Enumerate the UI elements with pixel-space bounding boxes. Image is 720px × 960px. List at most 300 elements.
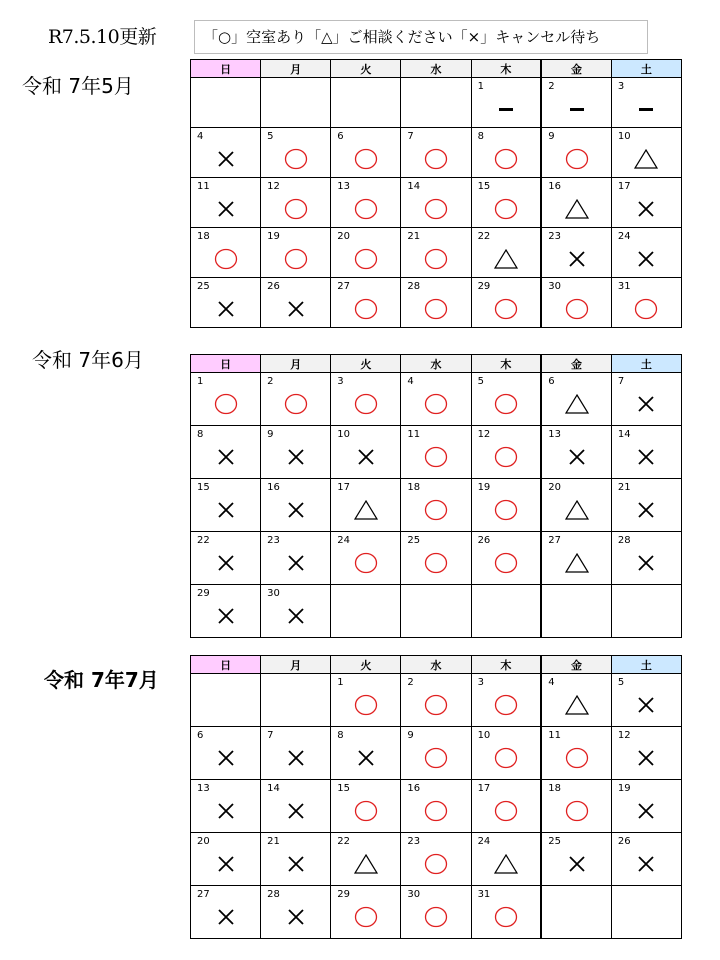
availability-mark — [401, 498, 470, 522]
calendar-day-cell — [611, 228, 681, 278]
day-number: 15 — [197, 482, 210, 493]
calendar-day-cell — [191, 886, 261, 939]
calendar-empty-cell — [541, 886, 611, 939]
consult-triangle-icon — [493, 247, 519, 271]
waitlist-cross-icon — [213, 297, 239, 321]
calendar-day-cell — [471, 833, 541, 886]
calendar-day-cell — [541, 780, 611, 833]
availability-mark — [331, 746, 400, 770]
calendar-week-row — [191, 228, 682, 278]
waitlist-cross-icon — [283, 799, 309, 823]
calendar-day-cell — [191, 426, 261, 479]
day-number: 13 — [548, 429, 561, 440]
consult-triangle-icon — [633, 147, 659, 171]
available-circle-icon — [564, 746, 590, 770]
availability-mark — [472, 97, 541, 121]
closed-dash-icon — [564, 97, 590, 121]
available-circle-icon — [564, 297, 590, 321]
availability-mark — [261, 551, 330, 575]
waitlist-cross-icon — [283, 746, 309, 770]
availability-mark — [261, 746, 330, 770]
calendar-day-cell — [471, 78, 541, 128]
waitlist-cross-icon — [564, 445, 590, 469]
weekday-header: 土 — [611, 60, 681, 78]
waitlist-cross-icon — [213, 746, 239, 770]
calendar-day-cell — [191, 833, 261, 886]
calendar-week-row — [191, 128, 682, 178]
weekday-header: 金 — [541, 355, 611, 373]
calendar-day-cell — [261, 278, 331, 328]
calendar-week-row — [191, 532, 682, 585]
calendar-week-row — [191, 585, 682, 638]
availability-mark — [401, 392, 470, 416]
consult-triangle-icon — [353, 498, 379, 522]
calendar-day-cell — [471, 426, 541, 479]
calendar-week-row — [191, 426, 682, 479]
available-circle-icon — [353, 693, 379, 717]
calendar-day-cell — [261, 479, 331, 532]
available-circle-icon — [493, 147, 519, 171]
calendar-day-cell — [261, 727, 331, 780]
calendar-day-cell — [191, 178, 261, 228]
availability-mark — [612, 147, 681, 171]
availability-mark — [472, 551, 541, 575]
availability-mark — [261, 392, 330, 416]
available-circle-icon — [353, 147, 379, 171]
calendar-day-cell — [261, 426, 331, 479]
available-circle-icon — [353, 392, 379, 416]
day-number: 11 — [197, 181, 210, 192]
day-number: 10 — [617, 131, 631, 142]
available-circle-icon — [283, 392, 309, 416]
available-circle-icon — [423, 445, 449, 469]
day-number: 18 — [548, 783, 561, 794]
weekday-header: 木 — [471, 355, 541, 373]
month-title-may: 令和 7年5月 — [22, 74, 134, 98]
weekday-header-row — [191, 355, 682, 373]
availability-mark — [191, 551, 260, 575]
calendar-day-cell — [541, 278, 611, 328]
day-number: 22 — [337, 836, 351, 847]
availability-mark — [261, 147, 330, 171]
calendar-day-cell — [471, 228, 541, 278]
availability-mark — [542, 445, 611, 469]
weekday-header-row — [191, 60, 682, 78]
availability-mark — [331, 247, 400, 271]
waitlist-cross-icon — [633, 197, 659, 221]
day-number: 12 — [267, 181, 280, 192]
consult-triangle-icon — [564, 551, 590, 575]
calendar-day-cell — [261, 585, 331, 638]
weekday-header: 金 — [541, 60, 611, 78]
day-number: 4 — [197, 131, 204, 142]
calendar-day-cell — [401, 228, 471, 278]
day-number: 28 — [407, 281, 421, 292]
availability-mark — [261, 297, 330, 321]
calendar-july — [190, 655, 682, 939]
availability-mark — [191, 799, 260, 823]
calendar-week-row — [191, 674, 682, 727]
day-number: 5 — [477, 376, 484, 387]
day-number: 25 — [197, 281, 210, 292]
calendar-day-cell — [261, 128, 331, 178]
available-circle-icon — [423, 498, 449, 522]
day-number: 16 — [548, 181, 561, 192]
day-number: 3 — [337, 376, 344, 387]
calendar-day-cell — [191, 727, 261, 780]
calendar-day-cell — [541, 833, 611, 886]
availability-mark — [191, 852, 260, 876]
calendar-day-cell — [331, 178, 401, 228]
day-number: 25 — [407, 535, 421, 546]
calendar-day-cell — [541, 727, 611, 780]
calendar-week-row — [191, 780, 682, 833]
day-number: 21 — [407, 231, 421, 242]
calendar-day-cell — [541, 178, 611, 228]
availability-mark — [542, 197, 611, 221]
calendar-day-cell — [191, 228, 261, 278]
day-number: 27 — [197, 889, 210, 900]
waitlist-cross-icon — [283, 445, 309, 469]
calendar-day-cell — [541, 479, 611, 532]
day-number: 23 — [548, 231, 561, 242]
waitlist-cross-icon — [213, 905, 239, 929]
calendar-week-row — [191, 479, 682, 532]
available-circle-icon — [493, 799, 519, 823]
availability-mark — [542, 247, 611, 271]
available-circle-icon — [423, 297, 449, 321]
weekday-header: 木 — [471, 656, 541, 674]
calendar-empty-cell — [331, 78, 401, 128]
availability-mark — [191, 445, 260, 469]
waitlist-cross-icon — [633, 392, 659, 416]
availability-mark — [331, 445, 400, 469]
availability-mark — [261, 604, 330, 628]
calendar-empty-cell — [611, 585, 681, 638]
availability-mark — [472, 905, 541, 929]
calendar-day-cell — [331, 833, 401, 886]
available-circle-icon — [493, 905, 519, 929]
calendar-empty-cell — [401, 585, 471, 638]
day-number: 20 — [197, 836, 210, 847]
day-number: 27 — [337, 281, 351, 292]
availability-mark — [261, 799, 330, 823]
availability-mark — [331, 392, 400, 416]
waitlist-cross-icon — [283, 297, 309, 321]
day-number: 3 — [477, 677, 484, 688]
availability-mark — [401, 799, 470, 823]
availability-mark — [612, 693, 681, 717]
available-circle-icon — [423, 551, 449, 575]
calendar-day-cell — [401, 780, 471, 833]
waitlist-cross-icon — [213, 445, 239, 469]
calendar-week-row — [191, 178, 682, 228]
availability-mark — [542, 147, 611, 171]
calendar-day-cell — [471, 780, 541, 833]
calendar-empty-cell — [541, 585, 611, 638]
month-title-june: 令和 7年6月 — [32, 348, 144, 372]
calendar-day-cell — [401, 278, 471, 328]
available-circle-icon — [564, 799, 590, 823]
day-number: 23 — [407, 836, 421, 847]
day-number: 21 — [617, 482, 631, 493]
availability-mark — [401, 905, 470, 929]
calendar-day-cell — [191, 278, 261, 328]
day-number: 14 — [267, 783, 280, 794]
calendar-day-cell — [401, 178, 471, 228]
day-number: 1 — [197, 376, 204, 387]
calendar-day-cell — [611, 128, 681, 178]
calendar-day-cell — [611, 532, 681, 585]
calendar-day-cell — [611, 780, 681, 833]
weekday-header: 月 — [261, 60, 331, 78]
availability-mark — [472, 852, 541, 876]
available-circle-icon — [423, 693, 449, 717]
availability-mark — [191, 297, 260, 321]
weekday-header: 火 — [331, 656, 401, 674]
day-number: 8 — [197, 429, 204, 440]
available-circle-icon — [493, 551, 519, 575]
day-number: 15 — [337, 783, 351, 794]
availability-mark — [261, 247, 330, 271]
weekday-header: 日 — [191, 355, 261, 373]
day-number: 21 — [267, 836, 280, 847]
day-number: 14 — [617, 429, 631, 440]
availability-mark — [612, 799, 681, 823]
consult-triangle-icon — [564, 197, 590, 221]
availability-mark — [612, 97, 681, 121]
day-number: 5 — [617, 677, 625, 688]
available-circle-icon — [423, 852, 449, 876]
day-number: 4 — [548, 677, 555, 688]
day-number: 13 — [197, 783, 210, 794]
calendar-day-cell — [541, 426, 611, 479]
calendar-day-cell — [611, 178, 681, 228]
day-number: 13 — [337, 181, 351, 192]
consult-triangle-icon — [564, 498, 590, 522]
availability-mark — [472, 445, 541, 469]
day-number: 29 — [197, 588, 210, 599]
available-circle-icon — [423, 392, 449, 416]
available-circle-icon — [353, 247, 379, 271]
availability-mark — [261, 852, 330, 876]
day-number: 11 — [548, 730, 561, 741]
available-circle-icon — [633, 297, 659, 321]
availability-mark — [472, 247, 541, 271]
calendar-day-cell — [331, 886, 401, 939]
available-circle-icon — [493, 297, 519, 321]
calendar-day-cell — [191, 585, 261, 638]
day-number: 7 — [617, 376, 625, 387]
day-number: 6 — [197, 730, 204, 741]
consult-triangle-icon — [353, 852, 379, 876]
day-number: 24 — [477, 836, 491, 847]
waitlist-cross-icon — [353, 445, 379, 469]
availability-mark — [542, 297, 611, 321]
day-number: 12 — [477, 429, 491, 440]
day-number: 10 — [477, 730, 491, 741]
day-number: 30 — [407, 889, 421, 900]
calendar-day-cell — [471, 128, 541, 178]
calendar-day-cell — [401, 373, 471, 426]
day-number: 27 — [548, 535, 561, 546]
availability-mark — [612, 746, 681, 770]
calendar-day-cell — [541, 532, 611, 585]
calendar-day-cell — [401, 674, 471, 727]
calendar-day-cell — [191, 479, 261, 532]
day-number: 30 — [267, 588, 280, 599]
waitlist-cross-icon — [213, 147, 239, 171]
calendar-day-cell — [471, 178, 541, 228]
calendar-day-cell — [401, 886, 471, 939]
calendar-day-cell — [331, 780, 401, 833]
day-number: 17 — [477, 783, 491, 794]
available-circle-icon — [283, 197, 309, 221]
day-number: 6 — [548, 376, 555, 387]
availability-mark — [542, 852, 611, 876]
calendar-day-cell — [331, 426, 401, 479]
calendar-day-cell — [191, 780, 261, 833]
availability-mark — [612, 551, 681, 575]
availability-mark — [401, 247, 470, 271]
waitlist-cross-icon — [633, 445, 659, 469]
calendar-day-cell — [471, 532, 541, 585]
availability-mark — [612, 498, 681, 522]
calendar-june — [190, 354, 682, 638]
availability-mark — [191, 247, 260, 271]
weekday-header: 水 — [401, 60, 471, 78]
availability-mark — [401, 147, 470, 171]
calendar-day-cell — [191, 128, 261, 178]
calendar-day-cell — [331, 373, 401, 426]
calendar-empty-cell — [401, 78, 471, 128]
calendar-day-cell — [331, 278, 401, 328]
day-number: 19 — [617, 783, 631, 794]
available-circle-icon — [353, 799, 379, 823]
available-circle-icon — [423, 147, 449, 171]
day-number: 17 — [617, 181, 631, 192]
available-circle-icon — [493, 392, 519, 416]
calendar-day-cell — [331, 727, 401, 780]
available-circle-icon — [493, 746, 519, 770]
waitlist-cross-icon — [213, 197, 239, 221]
day-number: 25 — [548, 836, 561, 847]
calendar-day-cell — [331, 532, 401, 585]
waitlist-cross-icon — [633, 551, 659, 575]
day-number: 7 — [267, 730, 274, 741]
calendar-day-cell — [611, 78, 681, 128]
weekday-header: 土 — [611, 656, 681, 674]
availability-mark — [612, 297, 681, 321]
day-number: 26 — [267, 281, 280, 292]
consult-triangle-icon — [493, 852, 519, 876]
availability-mark — [472, 392, 541, 416]
calendar-day-cell — [331, 674, 401, 727]
availability-mark — [401, 551, 470, 575]
day-number: 10 — [337, 429, 351, 440]
availability-mark — [472, 693, 541, 717]
calendar-day-cell — [261, 532, 331, 585]
availability-mark — [331, 297, 400, 321]
availability-mark — [612, 247, 681, 271]
waitlist-cross-icon — [283, 604, 309, 628]
waitlist-cross-icon — [283, 905, 309, 929]
calendar-day-cell — [611, 426, 681, 479]
day-number: 6 — [337, 131, 344, 142]
availability-mark — [401, 746, 470, 770]
calendar-week-row — [191, 833, 682, 886]
available-circle-icon — [213, 392, 239, 416]
calendar-day-cell — [401, 128, 471, 178]
availability-mark — [401, 197, 470, 221]
available-circle-icon — [493, 498, 519, 522]
calendar-day-cell — [611, 373, 681, 426]
available-circle-icon — [283, 247, 309, 271]
availability-mark — [472, 197, 541, 221]
availability-mark — [261, 498, 330, 522]
availability-mark — [542, 392, 611, 416]
day-number: 20 — [337, 231, 351, 242]
calendar-empty-cell — [191, 674, 261, 727]
day-number: 28 — [267, 889, 280, 900]
calendar-day-cell — [471, 886, 541, 939]
calendar-empty-cell — [261, 78, 331, 128]
calendar-day-cell — [541, 128, 611, 178]
day-number: 22 — [197, 535, 210, 546]
availability-mark — [331, 147, 400, 171]
availability-mark — [191, 905, 260, 929]
day-number: 26 — [477, 535, 491, 546]
available-circle-icon — [493, 197, 519, 221]
availability-mark — [542, 97, 611, 121]
availability-mark — [331, 852, 400, 876]
day-number: 16 — [407, 783, 421, 794]
day-number: 4 — [407, 376, 414, 387]
day-number: 20 — [548, 482, 561, 493]
availability-mark — [472, 498, 541, 522]
calendar-may — [190, 59, 682, 328]
calendar-day-cell — [471, 674, 541, 727]
waitlist-cross-icon — [633, 247, 659, 271]
weekday-header: 水 — [401, 355, 471, 373]
weekday-header: 月 — [261, 355, 331, 373]
availability-mark — [331, 551, 400, 575]
day-number: 15 — [477, 181, 491, 192]
calendar-day-cell — [401, 426, 471, 479]
availability-mark — [261, 905, 330, 929]
available-circle-icon — [423, 247, 449, 271]
day-number: 31 — [477, 889, 491, 900]
day-number: 19 — [477, 482, 491, 493]
calendar-day-cell — [401, 727, 471, 780]
available-circle-icon — [564, 147, 590, 171]
available-circle-icon — [423, 905, 449, 929]
day-number: 19 — [267, 231, 280, 242]
waitlist-cross-icon — [213, 852, 239, 876]
day-number: 24 — [617, 231, 631, 242]
closed-dash-icon — [633, 97, 659, 121]
waitlist-cross-icon — [633, 693, 659, 717]
day-number: 29 — [337, 889, 351, 900]
day-number: 29 — [477, 281, 491, 292]
calendar-day-cell — [261, 228, 331, 278]
day-number: 28 — [617, 535, 631, 546]
day-number: 31 — [617, 281, 631, 292]
calendar-week-row — [191, 886, 682, 939]
waitlist-cross-icon — [353, 746, 379, 770]
calendar-day-cell — [331, 228, 401, 278]
calendar-day-cell — [261, 178, 331, 228]
